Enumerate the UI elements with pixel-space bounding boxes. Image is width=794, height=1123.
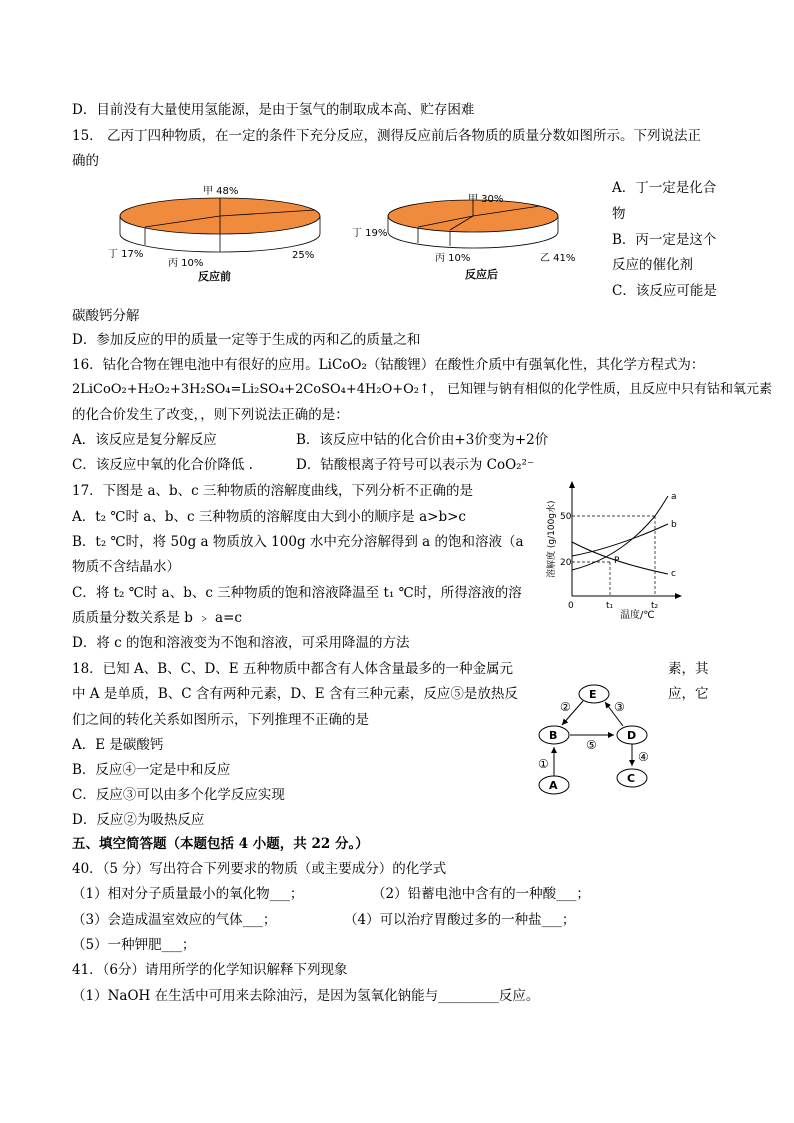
curve-b-label: b xyxy=(671,520,677,530)
curve-a xyxy=(572,496,668,570)
node-e-label: E xyxy=(589,688,597,701)
section-5-heading: 五、填空简答题（本题包括 4 小题，共 22 分。） xyxy=(72,836,369,852)
q17-stem: 17．下图是 a、b、c 三种物质的溶解度曲线，下列分析不正确的是 xyxy=(72,483,474,499)
q15-option-c: C．该反应可能是 xyxy=(612,283,717,299)
pie-before-yi-label: 25% xyxy=(292,250,315,261)
conversion-diagram xyxy=(528,680,688,798)
pie-after-ding-label: 丁 19% xyxy=(352,228,388,239)
edge-2-label: ② xyxy=(560,700,571,714)
x-tick-t2: t₂ xyxy=(651,601,659,611)
pie-before-jia-label: 甲 48% xyxy=(203,186,239,197)
pie-before-bing-label: 丙 10% xyxy=(168,258,204,269)
q15-option-d: D．参加反应的甲的质量一定等于生成的丙和乙的质量之和 xyxy=(72,332,421,348)
y-tick-20: 20 xyxy=(560,558,572,568)
q16-option-b: B．该反应中钴的化合价由+3价变为+2价 xyxy=(296,432,549,448)
pie-after-title: 反应后 xyxy=(465,268,498,281)
edge-4-label: ④ xyxy=(638,750,649,764)
node-b-label: B xyxy=(549,729,558,742)
edge-5-label: ⑤ xyxy=(586,738,597,752)
pie-after-bing-label: 丙 10% xyxy=(435,253,471,264)
q17-option-a: A．t₂ ℃时 a、b、c 三种物质的溶解度由大到小的顺序是 a>b>c xyxy=(72,509,466,525)
q41-stem: 41．（6分）请用所学的化学知识解释下列现象 xyxy=(72,962,348,978)
q40-item-1: （1）相对分子质量最小的氧化物___； xyxy=(72,886,304,902)
q15-stem-end: 确的 xyxy=(72,153,99,169)
q17-option-b: B．t₂ ℃时，将 50g a 物质放入 100g 水中充分溶解得到 a 的饱和溶液（a xyxy=(72,534,524,550)
q15-stem: 15． 乙丙丁四种物质，在一定的条件下充分反应，测得反应前后各物质的质量分数如图所示。下列说法正 xyxy=(72,128,701,144)
solubility-chart xyxy=(540,478,700,620)
q15-option-b-cont: 反应的催化剂 xyxy=(612,257,693,273)
q18-stem-3: 们之间的转化关系如图所示，下列推理不正确的是 xyxy=(72,712,369,728)
q14-option-d: D．目前没有大量使用氢能源，是由于氢气的制取成本高、贮存困难 xyxy=(72,102,475,118)
pie-after-jia-label: 甲 30% xyxy=(468,194,504,205)
pie-charts xyxy=(100,178,600,288)
q15-option-c-cont: 碳酸钙分解 xyxy=(72,308,140,324)
q40-item-5: （5）一种钾肥___； xyxy=(72,937,196,953)
y-axis-label: 溶解度 (g/100g水) xyxy=(547,500,557,578)
q18-option-a: A．E 是碳酸钙 xyxy=(72,737,164,753)
q17-option-c: C．将 t₂ ℃时 a、b、c 三种物质的饱和溶液降温至 t₁ ℃时，所得溶液的溶 xyxy=(72,585,522,601)
q16-option-d: D．钴酸根离子符号可以表示为 CoO₂²⁻ xyxy=(296,457,535,473)
q16-stem: 16．钴化合物在锂电池中有很好的应用。LiCoO₂（钴酸锂）在酸性介质中有强氧化性，其化学方程式为： xyxy=(72,357,705,373)
q18-stem-2: 中 A 是单质，B、C 含有两种元素，D、E 含有三种元素，反应⑤是放热反 xyxy=(72,686,518,702)
q16-option-c: C．该反应中氧的化合价降低 . xyxy=(72,457,253,473)
edge-1-label: ① xyxy=(538,757,549,771)
pie-before-title: 反应前 xyxy=(198,270,231,283)
q16-stem-end: 的化合价发生了改变，，则下列说法正确的是： xyxy=(72,407,349,423)
q40-stem: 40．（5 分）写出符合下列要求的物质（或主要成分）的化学式 xyxy=(72,861,447,877)
q16-equation: 2LiCoO₂+H₂O₂+3H₂SO₄=Li₂SO₄+2CoSO₄+4H₂O+O₂↑， 已知锂与钠有相似的化学性质，且反应中只有钴和氧元素 xyxy=(72,382,773,397)
curve-c xyxy=(572,542,668,574)
q41-item-1: （1）NaOH 在生活中可用来去除油污，是因为氢氧化钠能与_________反应。 xyxy=(72,988,540,1004)
pie-after-yi-label: 乙 41% xyxy=(540,253,576,264)
q18-option-b: B．反应④一定是中和反应 xyxy=(72,762,231,778)
x-tick-0: 0 xyxy=(568,601,574,611)
curve-c-label: c xyxy=(671,569,676,579)
point-p-label: P xyxy=(614,556,620,566)
q18-stem-2-end: 应，它 xyxy=(668,686,709,702)
curve-a-label: a xyxy=(671,492,677,502)
q15-option-b: B．丙一定是这个 xyxy=(612,232,717,248)
q15-option-a-cont: 物 xyxy=(612,206,626,222)
pie-after xyxy=(352,193,575,281)
q15-option-a: A．丁一定是化合 xyxy=(612,180,717,196)
q18-stem-1: 18．已知 A、B、C、D、E 五种物质中都含有人体含量最多的一种金属元 xyxy=(72,661,513,677)
q17-option-c-cont: 质质量分数关系是 b ﹥ a=c xyxy=(72,610,242,626)
q17-option-b-cont: 物质不含结晶水） xyxy=(72,559,180,575)
q17-option-d: D．将 c 的饱和溶液变为不饱和溶液，可采用降温的方法 xyxy=(72,635,410,651)
q18-option-c: C．反应③可以由多个化学反应实现 xyxy=(72,787,285,803)
pie-before-ding-label: 丁 17% xyxy=(108,249,144,260)
node-a-label: A xyxy=(549,779,558,792)
q40-item-4: （4）可以治疗胃酸过多的一种盐___； xyxy=(344,912,576,928)
node-d-label: D xyxy=(627,729,637,742)
q40-item-2: （2）铅蓄电池中含有的一种酸___； xyxy=(372,886,590,902)
curve-b xyxy=(572,524,668,556)
q16-option-a: A．该反应是复分解反应 xyxy=(72,432,217,448)
q40-item-3: （3）会造成温室效应的气体___； xyxy=(72,912,277,928)
pie-before xyxy=(108,185,320,283)
y-tick-50: 50 xyxy=(560,512,572,522)
node-c-label: C xyxy=(627,772,636,785)
q18-stem-1-end: 素，其 xyxy=(668,661,709,677)
x-tick-t1: t₁ xyxy=(606,601,614,611)
q18-option-d: D．反应②为吸热反应 xyxy=(72,812,205,828)
edge-3-label: ③ xyxy=(614,700,625,714)
x-axis-label: 温度/℃ xyxy=(620,610,655,620)
